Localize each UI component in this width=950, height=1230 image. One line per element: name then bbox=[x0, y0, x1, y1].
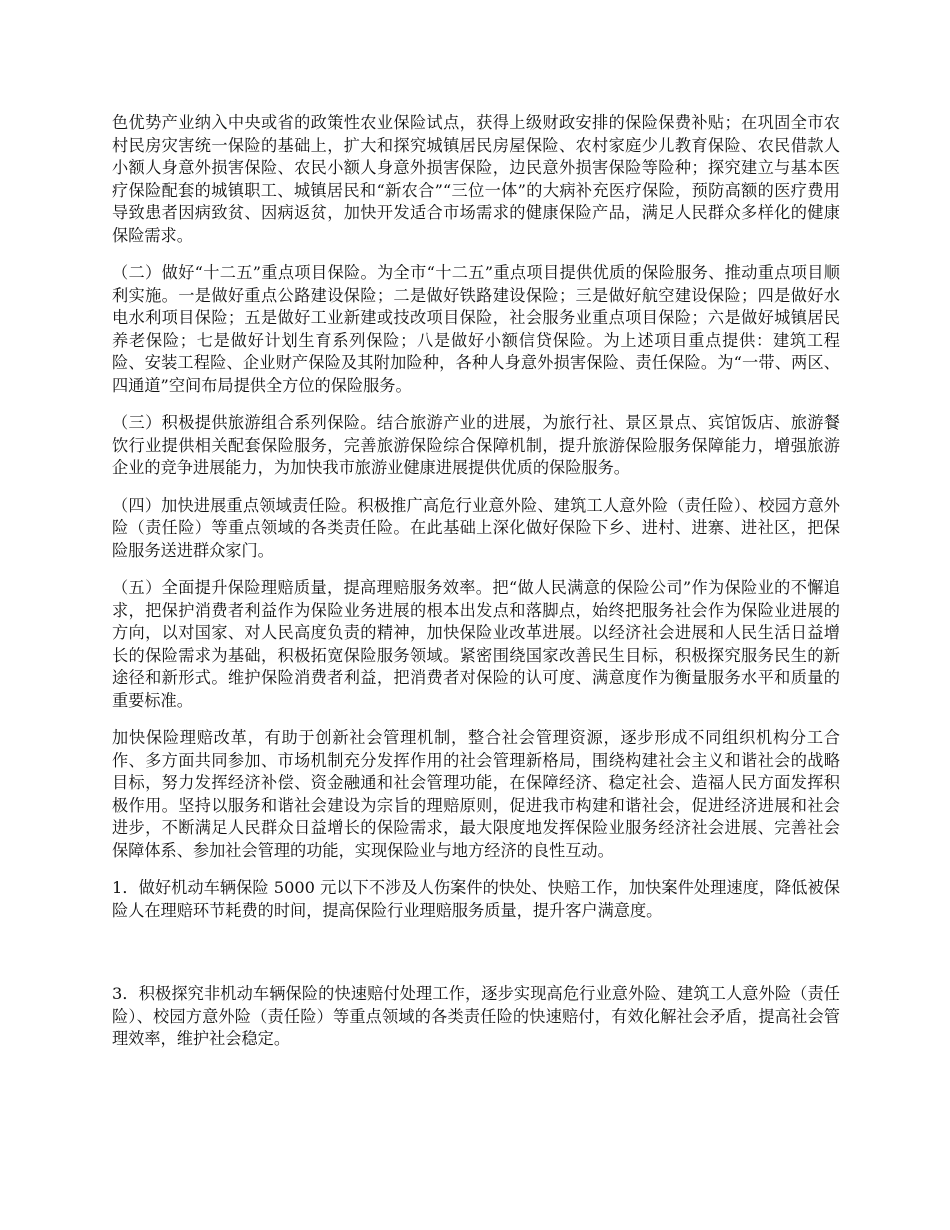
paragraph-tourism-insurance: （三）积极提供旅游组合系列保险。结合旅游产业的进展，为旅行社、景区景点、宾馆饭店、旅游餐饮行业提供相关配套保险服务，完善旅游保险综合保障机制，提升旅游保险服务保障能力，增强旅游企业的竞争进展能力，为加快我市旅游业健康进展提供优质的保险服务。 bbox=[112, 413, 840, 477]
paragraph-item-3: 3．积极探究非机动车辆保险的快速赔付处理工作，逐步实现高危行业意外险、建筑工人意外险（责任险）、校园方意外险（责任险）等重点领域的各类责任险的快速赔付，有效化解社会矛盾，提高社会管理效率，维护社会稳定。 bbox=[112, 984, 840, 1048]
paragraph-agricultural-insurance: 色优势产业纳入中央或省的政策性农业保险试点，获得上级财政安排的保险保费补贴；在巩固全市农村民房灾害统一保险的基础上，扩大和探究城镇居民房屋保险、农村家庭少儿教育保险、农民借款人小额人身意外损害保险、农民小额人身意外损害保险，边民意外损害保险等险种；探究建立与基本医疗保险配套的城镇职工、城镇居民和“新农合”“三位一体”的大病补充医疗保险，预防高额的医疗费用导致患者因病致贫、因病返贫，加快开发适合市场需求的健康保险产品，满足人民群众多样化的健康保险需求。 bbox=[112, 113, 840, 245]
paragraph-liability-insurance: （四）加快进展重点领域责任险。积极推广高危行业意外险、建筑工人意外险（责任险）、校园方意外险（责任险）等重点领域的各类责任险。在此基础上深化做好保险下乡、进村、进寨、进社区，把保险服务送进群众家门。 bbox=[112, 495, 840, 560]
paragraph-claims-reform: 加快保险理赔改革，有助于创新社会管理机制，整合社会管理资源，逐步形成不同组织机构分工合作、多方面共同参加、市场机制充分发挥作用的社会管理新格局，围绕构建社会主义和谐社会的战略目标，努力发挥经济补偿、资金融通和社会管理功能，在保障经济、稳定社会、造福人民方面发挥积极作用。坚持以服务和谐社会建设为宗旨的理赔原则，促进我市构建和谐社会，促进经济进展和社会进步，不断满足人民群众日益增长的保险需求，最大限度地发挥保险业服务经济社会进展、完善社会保障体系、参加社会管理的功能，实现保险业与地方经济的良性互动。 bbox=[112, 728, 840, 860]
document-page bbox=[112, 112, 840, 1066]
paragraph-claims-quality: （五）全面提升保险理赔质量，提高理赔服务效率。把“做人民满意的保险公司”作为保险业的不懈追求，把保护消费者利益作为保险业务进展的根本出发点和落脚点，始终把服务社会作为保险业进展的方向，以对国家、对人民高度负责的精神，加快保险业改革进展。以经济社会进展和人民生活日益增长的保险需求为基础，积极拓宽保险服务领域。紧密围绕国家改善民生目标，积极探究服务民生的新途径和新形式。维护保险消费者利益，把消费者对保险的认可度、满意度作为衡量服务水平和质量的重要标准。 bbox=[112, 578, 840, 710]
paragraph-key-projects-insurance: （二）做好“十二五”重点项目保险。为全市“十二五”重点项目提供优质的保险服务、推动重点项目顺利实施。一是做好重点公路建设保险；二是做好铁路建设保险；三是做好航空建设保险；四是做好水电水利项目保险；五是做好工业新建或技改项目保险，社会服务业重点项目保险；六是做好城镇居民养老保险；七是做好计划生育系列保险；八是做好小额信贷保险。为上述项目重点提供：建筑工程险、安装工程险、企业财产保险及其附加险种，各种人身意外损害保险、责任保险。为“一带、两区、四通道”空间布局提供全方位的保险服务。 bbox=[112, 263, 840, 395]
paragraph-item-1: 1．做好机动车辆保险 5000 元以下不涉及人伤案件的快处、快赔工作，加快案件处理速度，降低被保险人在理赔环节耗费的时间，提高保险行业理赔服务质量，提升客户满意度。 bbox=[112, 878, 840, 920]
blank-gap bbox=[112, 937, 840, 983]
